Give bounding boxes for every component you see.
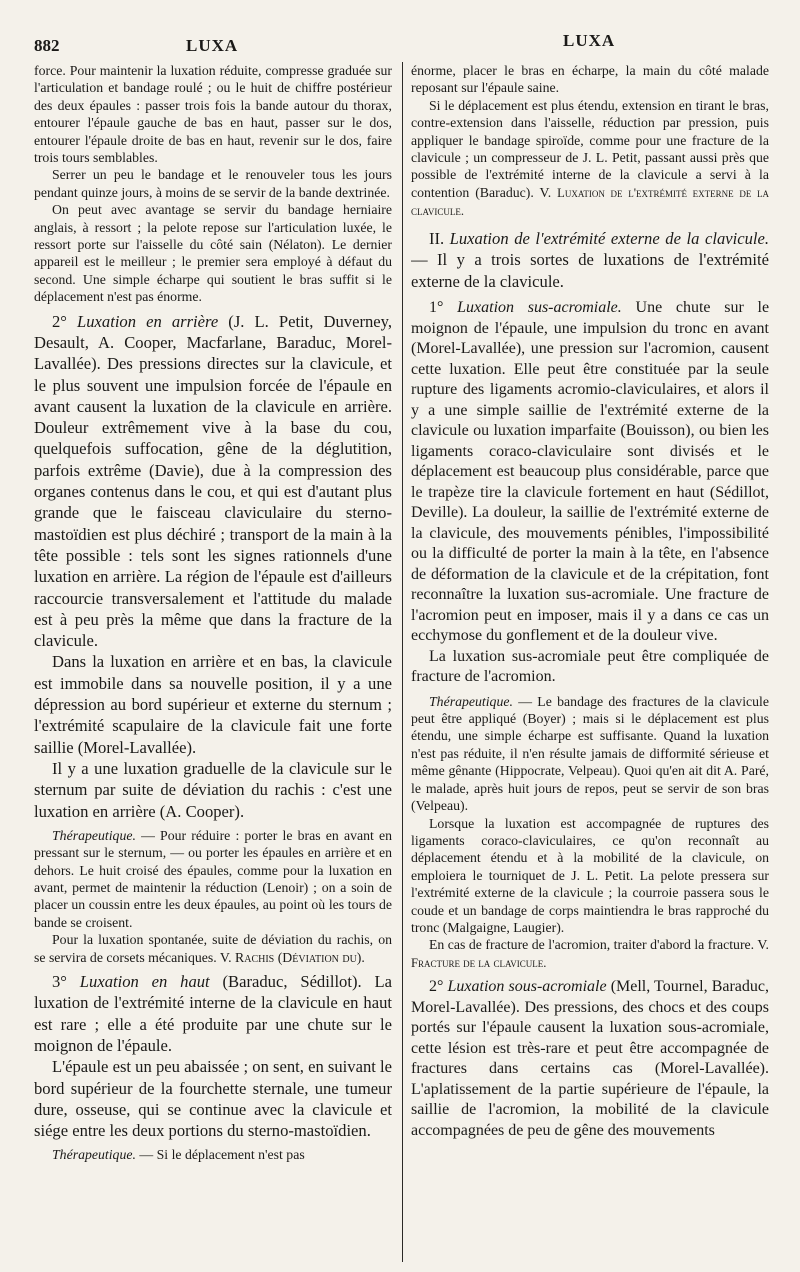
label-therapeutique: Thérapeutique. xyxy=(52,827,136,843)
paragraph-graduelle: Il y a une luxation graduelle de la clavicule sur le sternum par suite de déviation du rachis : c'est une luxation en arrière (A. Cooper). xyxy=(34,758,392,821)
paragraph-text: — Pour réduire : porter le bras en avant en pressant sur le sternum, — ou porter les épaules en arrière et en dehors. Le huit croisé des épaules, comme pour la luxation en avant, permet de maintenir la réduction (Lenoir) ; on a soin de placer un coussin entre les deux épaules, au point où les tours de bande se croisent. xyxy=(34,827,392,930)
running-title-left: LUXA xyxy=(186,36,239,55)
cross-reference: Fracture de la clavicule. xyxy=(411,955,547,970)
paragraph-text: Une chute sur le moignon de l'épaule, une impulsion du tronc en avant (Morel-Lavallée), une pression sur l'acromion, causent cette luxation. Elle peut être constituée par la seule rupture des ligaments acromio-claviculaires, et alors il y a une simple saillie de l'extrémité externe de la clavicule ou luxation imparfaite (Bouisson), ou bien les ligaments coraco-claviculaire sont divisés et le déplacement est beaucoup plus considérable, parce que le trapèze tire la clavicule fortement en haut (Sédillot, Deville). La douleur, la saillie de l'extrémité externe de la clavicule, des mouvements pénibles, l'impossibilité ou la difficulté de porter la main à la tête, en l'absence de déformation de la clavicule et de la crépitation, font reconnaître la luxation sus-acromiale. Une fracture de l'acromion peut en imposer, mais il y a dans ce cas un ecchymose du gonflement et de la douleur vive. xyxy=(411,299,769,645)
paragraph-arriere-bas: Dans la luxation en arrière et en bas, la clavicule est immobile dans sa nouvelle position, il y a une dépression au bord supérieur et externe du sternum ; l'extrémité scapulaire de la clavicule fait une forte saillie (Morel-Lavallée). xyxy=(34,652,392,757)
label-therapeutique: Thérapeutique. xyxy=(429,693,513,709)
left-column xyxy=(34,62,392,1262)
cross-reference: Rachis (Déviation du). xyxy=(235,949,365,965)
cross-reference: Luxation de l'extrémité externe de la clavicule. xyxy=(411,185,769,219)
subheading-sous-acromiale: Luxation sous-acromiale xyxy=(447,978,607,996)
item-number: 2° xyxy=(429,978,444,996)
paragraph-luxation-haut xyxy=(34,971,392,1056)
subheading-luxation-haut: Luxation en haut xyxy=(79,972,210,992)
column-divider xyxy=(402,62,403,1262)
paragraph-text: — Il y a trois sortes de luxations de l'extrémité externe de la clavicule. xyxy=(411,250,769,291)
paragraph-sous-acromiale xyxy=(411,977,769,1141)
running-title-right: LUXA xyxy=(563,31,616,50)
paragraph-serrer: Serrer un peu le bandage et le renouveler tous les jours pendant quinze jours, à moins de se servir de la bande dextrinée. xyxy=(34,167,392,200)
paragraph-text: (J. L. Petit, Duverney, Desault, A. Cooper, Macfarlane, Baraduc, Morel-Lavallée). Des pressions directes sur la clavicule, et le plus souvent une impulsion forcée de l'épaule en avant causent la luxation de la clavicule en arrière. Douleur extrêmement vive à la base du cou, quelquefois suffocation, gêne de la déglutition, parfois extrême (Davie), due à la compression des organes contenus dans le cou, et qui est d'autant plus grande que le faisceau claviculaire du sterno-mastoïdien est plus déchiré ; transport de la main à la tête possible : tels sont les signes rationnels d'une luxation en arrière. La région de l'épaule est d'ailleurs raccourcie transversalement et l'attitude du malade est à peu près la même que dans la fracture de la clavicule. xyxy=(34,311,392,651)
paragraph-epaule-abaissee: L'épaule est un peu abaissée ; on sent, en suivant le bord supérieur de la fourchette sternale, une tumeur dure, osseuse, qui se continue avec la clavicule et siége entre les deux portions du sterno-mastoïdien. xyxy=(34,1057,392,1141)
item-number: 1° xyxy=(429,299,444,317)
item-number: 2° xyxy=(52,311,67,331)
paragraph-spontanee xyxy=(34,931,392,966)
paragraph-ruptures: Lorsque la luxation est accompagnée de ruptures des ligaments coraco-claviculaires, ce qu'on reconnaît au déplacement étendu et à la mobilité de la clavicule, on emploiera le tourniquet de J. L. Petit. La pelote pressera sur l'extrémité externe de la clavicule ; la courroie passera sous le coude et un bandage de corps maintiendra le bras rapproché du tronc (Malgaigne, Laugier). xyxy=(411,815,769,935)
paragraph-echarpe: énorme, placer le bras en écharpe, la main du côté malade reposant sur l'épaule saine. xyxy=(411,63,769,96)
paragraph-luxation-arriere xyxy=(34,311,392,652)
right-column xyxy=(411,62,769,1262)
paragraph-text: Si le déplacement est plus étendu, extension en tirant le bras, contre-extension dans l'aisselle, réduction par pression, puis appliquer le bandage spiroïde, comme pour une fracture de la clavicule ; un compresseur de J. L. Petit, passant aussi près que possible de l'extrémité interne de la clavicule a servi à la contention (Baraduc). V. xyxy=(411,97,769,200)
paragraph-compliquee: La luxation sus-acromiale peut être compliquée de fracture de l'acromion. xyxy=(411,647,769,686)
item-number: 3° xyxy=(52,972,67,992)
paragraph-text: (Baraduc, Sédillot). La luxation de l'extrémité interne de la clavicule en haut est rare ; elle a été produite par une chute sur le moignon de l'épaule. xyxy=(34,972,392,1055)
page-header xyxy=(0,0,800,58)
paragraph-text: — Le bandage des fractures de la clavicule peut être appliqué (Boyer) ; mais si le déplacement est plus étendu, une simple écharpe est suffisante. Quand la luxation n'est pas réduite, il n'en résulte jamais de difformité sérieuse et même gênante (Hippocrate, Velpeau). Quoi qu'en ait dit A. Paré, le malade, après huit jours de repos, peut se servir de son bras (Velpeau). xyxy=(411,693,769,814)
paragraph-text: Pour la luxation spontanée, suite de déviation du rachis, on se servira de corsets mécaniques. V. xyxy=(34,932,392,965)
paragraph-therapeutique-1 xyxy=(34,827,392,931)
paragraph-text: (Mell, Tournel, Baraduc, Morel-Lavallée). Des pressions, des chocs et des coups portés sur l'épaule causent la luxation sous-acromiale, cette lésion est très-rare et peut être accompagnée de fractures dans certains cas (Morel-Lavallée). L'aplatissement de la partie supérieure de l'épaule, la saillie de l'acromion, la mobilité de la clavicule accompagnées de peu de gêne des mouvements xyxy=(411,978,769,1139)
paragraph-text: — Si le déplacement n'est pas xyxy=(139,1147,305,1163)
paragraph-bandage: force. Pour maintenir la luxation réduite, compresse graduée sur l'articulation et bandage roulé ; ou le huit de chiffre postérieur des deux épaules : passer trois fois la bande autour du thorax, entourer l'épaule gauche de bas en haut, passer sur le dos, entourer l'épaule droite de bas en haut, revenir sur le dos, faire trois tours semblables. xyxy=(34,63,392,166)
paragraph-therapeutique-3 xyxy=(411,693,769,815)
paragraph-sus-acromiale xyxy=(411,298,769,647)
paragraph-deplacement-etendu xyxy=(411,97,769,221)
section-heading: Luxation de l'extrémité externe de la clavicule. xyxy=(449,228,769,248)
paragraph-herniaire: On peut avec avantage se servir du bandage herniaire anglais, à ressort ; la pelote repose sur l'articulation luxée, le ressort porte sur l'aisselle du côté sain (Nélaton). Le dernier appareil est le meilleur ; le premier sera employé à défaut du second. Une simple écharpe qui soutient le bras suffit si le déplacement n'est pas énorme. xyxy=(34,202,392,305)
subheading-sus-acromiale: Luxation sus-acromiale. xyxy=(457,299,622,317)
paragraph-text: En cas de fracture de l'acromion, traiter d'abord la fracture. V. xyxy=(429,937,769,953)
label-therapeutique: Thérapeutique. xyxy=(52,1147,136,1163)
paragraph-therapeutique-2 xyxy=(34,1146,392,1163)
section-number: II. xyxy=(429,228,445,248)
paragraph-fracture-acromion xyxy=(411,936,769,972)
section-heading-paragraph xyxy=(411,229,769,294)
subheading-luxation-arriere: Luxation en arrière xyxy=(77,311,219,331)
page-number: 882 xyxy=(34,36,60,55)
